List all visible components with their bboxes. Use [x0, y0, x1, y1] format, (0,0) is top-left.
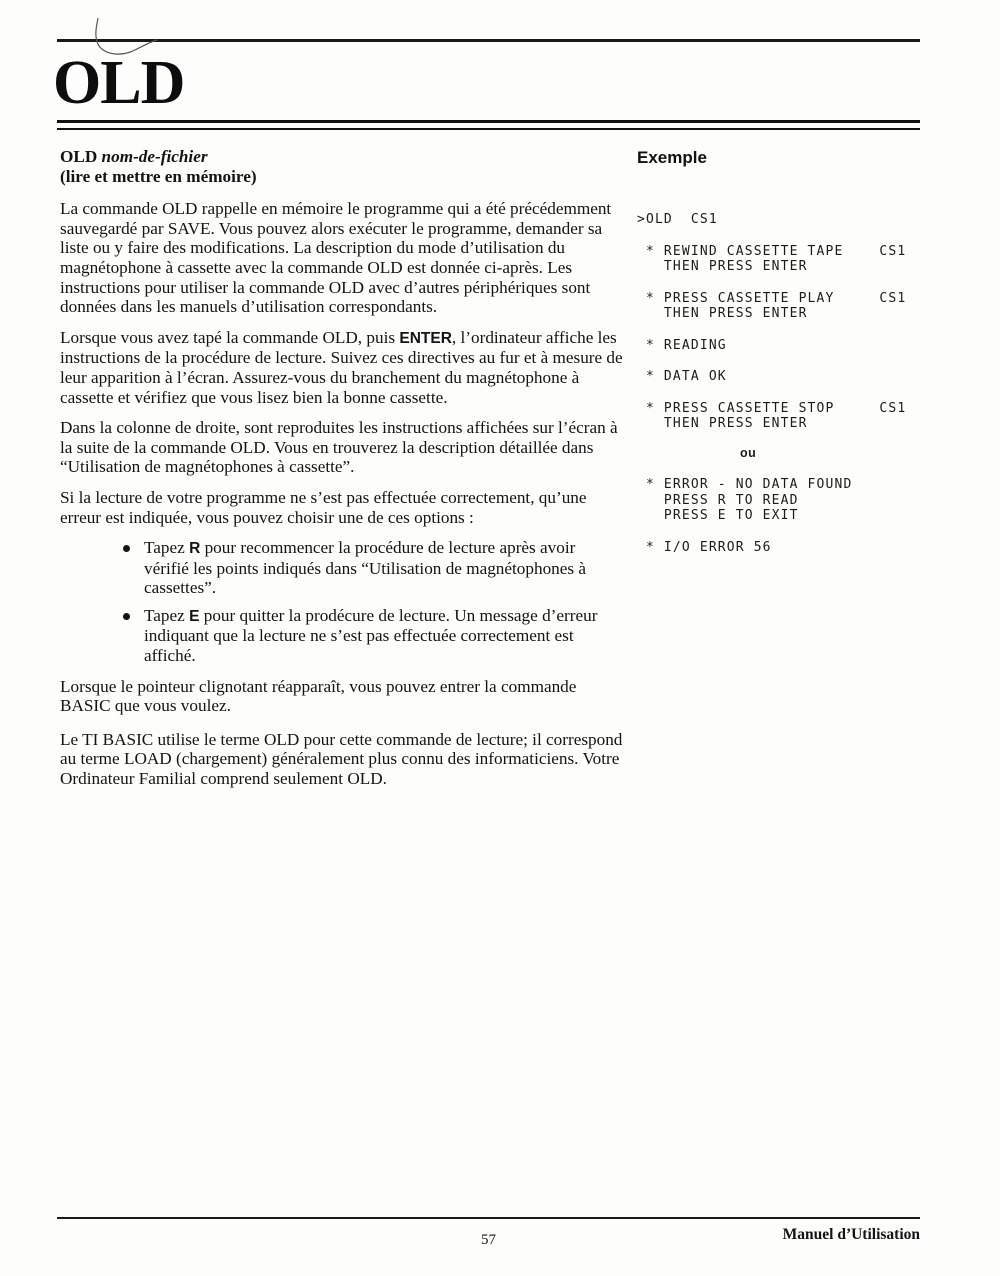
manual-title: Manuel d’Utilisation	[782, 1226, 920, 1243]
bullet-icon	[123, 613, 130, 620]
example-code-line: * I/O ERROR 56	[637, 539, 772, 555]
option-item-e	[144, 606, 606, 666]
option-e-text: Tapez	[144, 605, 190, 625]
syntax-command: OLD	[60, 147, 102, 166]
bullet-icon	[123, 545, 130, 552]
paragraph-3: Dans la colonne de droite, sont reproduites les instructions affichées sur l’écran à la suite de la commande OLD. Vous en trouverez la description détaillée dans “Utilisation de magnétophones à cassette”.	[60, 418, 618, 477]
paragraph-6: Le TI BASIC utilise le terme OLD pour cette commande de lecture; il correspond au terme LOAD (chargement) généralement plus connu des informaticiens. Votre Ordinateur Familial comprend seulement OLD.	[60, 729, 623, 789]
page-title: OLD	[53, 49, 185, 117]
enter-key-label: ENTER	[399, 329, 452, 347]
title-underline-rule	[57, 120, 920, 130]
footer-rule	[57, 1217, 920, 1219]
example-code-line: * ERROR - NO DATA FOUND	[637, 477, 853, 492]
paragraph-2-text-cont: , l’ordinateur affiche les instructions de la procédure de lecture. Suivez ces directives au fur et à mesure de leur apparition à l’écran. Assurez-vous du branchement du magnétophone à cassette et vérifiez que vous lisez bien la bonne cassette.	[60, 327, 623, 407]
page-number: 57	[481, 1232, 496, 1248]
example-code-line: * REWIND CASSETTE TAPE CS1	[637, 243, 907, 259]
example-code-line: >OLD CS1	[637, 212, 718, 227]
example-code-line: * READING	[637, 337, 727, 353]
example-ou-separator: ou	[740, 445, 757, 460]
example-code-line: PRESS E TO EXIT	[637, 508, 799, 523]
example-code-line: THEN PRESS ENTER	[637, 306, 808, 321]
paragraph-2-text: Lorsque vous avez tapé la commande OLD, puis	[60, 327, 400, 347]
paragraph-2	[60, 328, 627, 407]
example-code-line: * PRESS CASSETTE PLAY CS1	[637, 290, 907, 306]
option-e-text-cont: pour quitter la prodécure de lecture. Un message d’erreur indiquant que la lecture ne s’est pas effectuée correctement est affiché.	[144, 605, 598, 666]
option-item-r	[144, 538, 606, 598]
r-key-label: R	[189, 540, 201, 558]
example-code-line: * PRESS CASSETTE STOP CS1	[637, 400, 907, 416]
top-rule	[57, 39, 920, 42]
main-text-column	[60, 147, 627, 800]
option-r-text: Tapez	[144, 538, 190, 558]
e-key-label: E	[189, 607, 200, 625]
example-heading: Exemple	[637, 148, 707, 167]
example-code-line: PRESS R TO READ	[637, 492, 799, 508]
option-list	[60, 538, 627, 666]
syntax-note: (lire et mettre en mémoire)	[60, 166, 257, 186]
paragraph-5: Lorsque le pointeur clignotant réapparaît, vous pouvez entrer la commande BASIC que vous voulez.	[60, 676, 577, 716]
paragraph-1: La commande OLD rappelle en mémoire le programme qui a été précédemment sauvegardé par SAVE. Vous pouvez alors exécuter le programme, demander sa liste ou y faire des modifications. La description du mode d’utilisation du magnétophone à cassette avec la commande OLD est donnée ci-après. Les instructions pour utiliser la commande OLD avec d’autres périphériques sont données dans les manuels d’utilisation correspondants.	[60, 199, 612, 317]
example-code-line: * DATA OK	[637, 369, 727, 384]
example-code-line: THEN PRESS ENTER	[637, 416, 808, 431]
example-code-line: THEN PRESS ENTER	[637, 259, 808, 274]
example-column	[637, 148, 937, 555]
syntax-argument: nom-de-fichier	[101, 147, 208, 166]
option-r-text-cont: pour recommencer la procédure de lecture après avoir vérifié les points indiqués dans “Utilisation de magnétophones à cassettes”.	[144, 538, 587, 598]
paragraph-4: Si la lecture de votre programme ne s’est pas effectuée correctement, qu’une erreur est indiquée, vous pouvez choisir une de ces options :	[60, 487, 587, 527]
command-syntax	[60, 147, 627, 186]
